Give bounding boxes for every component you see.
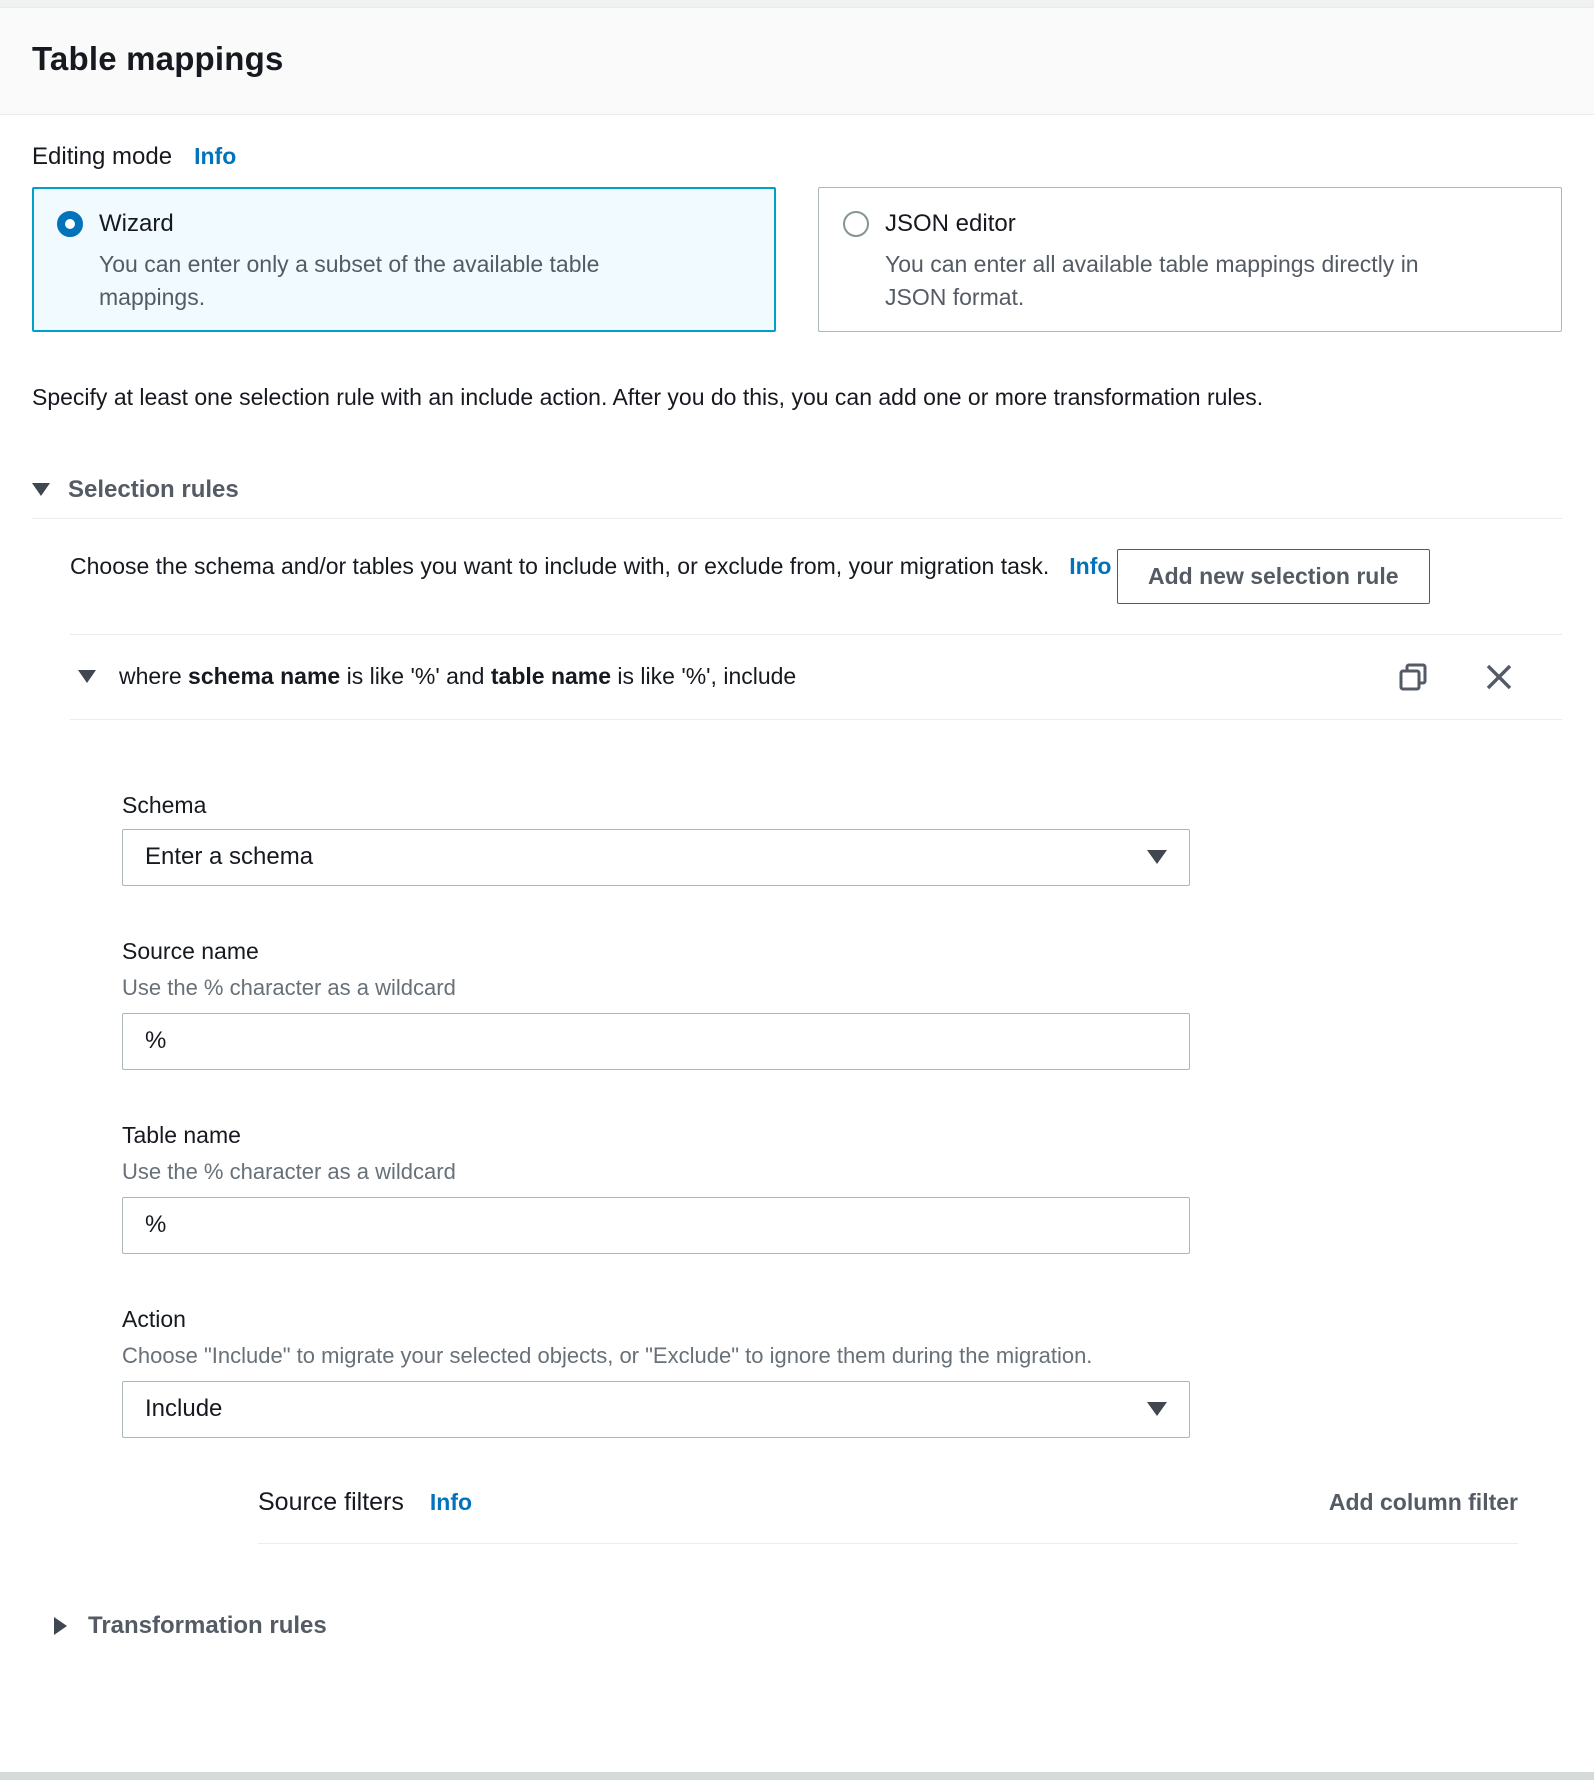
editing-mode-label: Editing mode (32, 143, 173, 170)
rule-summary-prefix: where (119, 663, 189, 690)
action-select-value: Include (145, 1395, 223, 1423)
editing-mode-info-link[interactable]: Info (194, 143, 237, 169)
source-name-description: Use the % character as a wildcard (122, 974, 456, 1000)
selection-rules-info-link[interactable]: Info (1069, 552, 1112, 579)
json-editor-radio[interactable] (843, 211, 869, 237)
action-description: Choose "Include" to migrate your selected objects, or "Exclude" to ignore them during the migration. (122, 1342, 1093, 1368)
rule-summary (119, 663, 796, 690)
schema-label: Schema (122, 791, 207, 818)
close-icon (1484, 662, 1514, 692)
transformation-rules-section-toggle[interactable] (32, 1612, 1562, 1640)
duplicate-rule-button[interactable] (1398, 662, 1428, 692)
transformation-rules-header: Transformation rules (88, 1611, 327, 1639)
divider (32, 518, 1562, 519)
panel-bottom-edge (0, 1772, 1594, 1780)
rule-summary-middle: is like '%' and (340, 663, 491, 690)
page-top-strip (0, 0, 1594, 8)
caret-right-icon (54, 1617, 68, 1635)
add-column-filter-button[interactable]: Add column filter (1328, 1488, 1518, 1515)
json-editor-option-label: JSON editor (885, 210, 1016, 237)
editing-mode-options (32, 187, 1562, 332)
caret-down-icon (78, 670, 96, 684)
action-select[interactable] (122, 1381, 1190, 1438)
chevron-down-icon (1147, 850, 1167, 864)
rule-summary-schema-name: schema name (188, 663, 341, 690)
selection-rules-header: Selection rules (68, 475, 239, 503)
selection-rule-item (70, 634, 1562, 1544)
json-editor-option-card[interactable] (818, 187, 1562, 332)
source-filters-label: Source filters (258, 1487, 404, 1516)
action-label: Action (122, 1305, 186, 1332)
wizard-radio-selected[interactable] (57, 211, 83, 237)
rule-summary-table-name: table name (490, 663, 612, 690)
json-editor-option-description: You can enter all available table mappings directly in JSON format. (885, 251, 1419, 311)
table-name-label: Table name (122, 1121, 241, 1148)
add-new-selection-rule-button[interactable]: Add new selection rule (1117, 549, 1430, 604)
schema-select-value: Enter a schema (145, 843, 314, 871)
wizard-option-card[interactable] (32, 187, 776, 332)
selection-rules-section-toggle[interactable] (32, 476, 1562, 504)
panel-header (0, 8, 1594, 115)
selection-rules-description-text: Choose the schema and/or tables you want to include with, or exclude from, your migration task. (70, 552, 1050, 579)
page-title: Table mappings (32, 40, 284, 77)
rule-summary-suffix: is like '%', include (611, 663, 797, 690)
chevron-down-icon (1147, 1402, 1167, 1416)
remove-rule-button[interactable] (1484, 662, 1514, 692)
intro-text: Specify at least one selection rule with an include action. After you do this, you can add one or more transformation rules. (32, 384, 1264, 410)
source-filters-info-link[interactable]: Info (429, 1488, 473, 1515)
table-name-description: Use the % character as a wildcard (122, 1158, 456, 1184)
selection-rules-description (70, 549, 1117, 584)
wizard-option-description: You can enter only a subset of the available table mappings. (99, 251, 600, 311)
wizard-option-label: Wizard (99, 210, 174, 237)
source-name-label: Source name (122, 937, 259, 964)
source-name-input[interactable] (122, 1013, 1190, 1070)
schema-select[interactable] (122, 829, 1190, 886)
caret-down-icon (32, 483, 50, 497)
copy-icon (1398, 662, 1428, 692)
rule-expand-toggle[interactable] (78, 663, 96, 690)
table-name-input[interactable] (122, 1197, 1190, 1254)
